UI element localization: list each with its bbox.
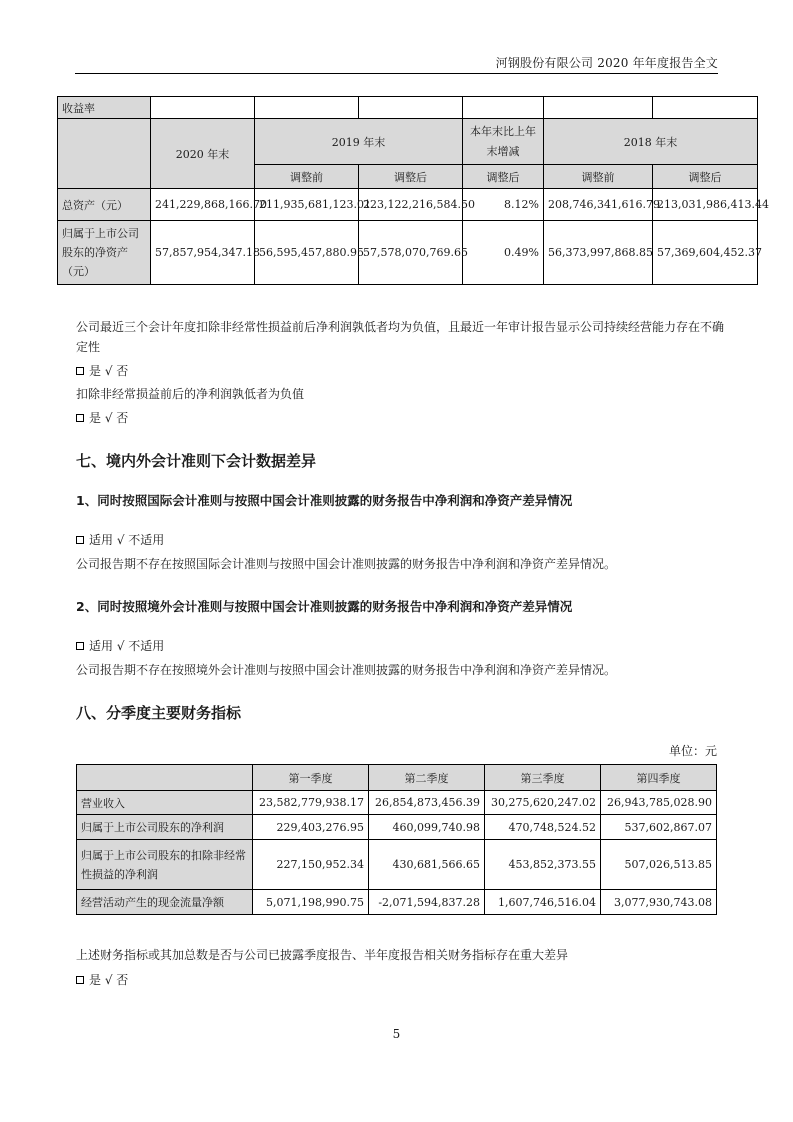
section-7-sub1-text: 公司报告期不存在按照国际会计准则与按照中国会计准则披露的财务报告中净利润和净资产差异情况。 xyxy=(76,557,617,571)
table-row xyxy=(58,189,758,221)
cell-value: 1,607,746,516.04 xyxy=(485,890,601,915)
cell-value: 453,852,373.55 xyxy=(485,840,601,890)
row-label: 归属于上市公司股东的净资产（元） xyxy=(58,221,151,285)
choice-line: 是 √ 否 xyxy=(76,970,128,990)
cell-value: 223,122,216,584.50 xyxy=(359,189,463,221)
row-label: 归属于上市公司股东的扣除非经常性损益的净利润 xyxy=(77,840,253,890)
row-label: 经营活动产生的现金流量净额 xyxy=(77,890,253,915)
row-label: 营业收入 xyxy=(77,791,253,815)
cell-value: 56,595,457,880.95 xyxy=(255,221,359,285)
col-header-2020: 2020 年末 xyxy=(151,119,255,189)
sub-header-after: 调整后 xyxy=(359,165,463,189)
table-row xyxy=(58,221,758,285)
col-header-2019: 2019 年末 xyxy=(255,119,463,165)
choice-line: 是 √ 否 xyxy=(76,361,128,381)
table-row xyxy=(58,97,758,119)
col-header-change: 本年末比上年末增减 xyxy=(463,119,544,165)
unit-label: 单位：元 xyxy=(668,744,717,758)
cell-value: 26,854,873,456.39 xyxy=(369,791,485,815)
quarter-header: 第四季度 xyxy=(601,765,717,791)
cell-value: 8.12% xyxy=(463,189,544,221)
cell-value: 227,150,952.34 xyxy=(253,840,369,890)
cell-value: 30,275,620,247.02 xyxy=(485,791,601,815)
page-number: 5 xyxy=(392,1027,401,1041)
sub-header-after: 调整后 xyxy=(463,165,544,189)
quarter-header: 第一季度 xyxy=(253,765,369,791)
choice-line: 适用 √ 不适用 xyxy=(76,636,164,656)
cell-value: 460,099,740.98 xyxy=(369,815,485,840)
quarter-header: 第二季度 xyxy=(369,765,485,791)
table-row xyxy=(77,840,717,890)
row-label: 归属于上市公司股东的净利润 xyxy=(77,815,253,840)
cell-value: 208,746,341,616.79 xyxy=(544,189,653,221)
checkbox-icon xyxy=(76,976,84,984)
header-rule xyxy=(75,73,718,74)
cell-value: 26,943,785,028.90 xyxy=(601,791,717,815)
section-8-title: 八、分季度主要财务指标 xyxy=(76,704,242,722)
choice-line: 是 √ 否 xyxy=(76,408,128,428)
sub-header-before: 调整前 xyxy=(544,165,653,189)
cell-value: 56,373,997,868.85 xyxy=(544,221,653,285)
quarterly-note: 上述财务指标或其加总数是否与公司已披露季度报告、半年度报告相关财务指标存在重大差异 xyxy=(76,948,569,962)
cell-value: 430,681,566.65 xyxy=(369,840,485,890)
checkbox-icon xyxy=(76,367,84,375)
sub-header-after: 调整后 xyxy=(653,165,758,189)
section-7-sub2-text: 公司报告期不存在按照境外会计准则与按照中国会计准则披露的财务报告中净利润和净资产差异情况。 xyxy=(76,663,617,677)
cell-value: 57,369,604,452.37 xyxy=(653,221,758,285)
quarter-header: 第三季度 xyxy=(485,765,601,791)
cell-value: 470,748,524.52 xyxy=(485,815,601,840)
choice-line: 适用 √ 不适用 xyxy=(76,530,164,550)
col-header-2018: 2018 年末 xyxy=(544,119,758,165)
cell-value: 0.49% xyxy=(463,221,544,285)
table-header-row xyxy=(77,765,717,791)
table-header-row xyxy=(58,119,758,165)
table-row xyxy=(77,791,717,815)
sub-header-before: 调整前 xyxy=(255,165,359,189)
page-header: 河钢股份有限公司 2020 年年度报告全文 xyxy=(495,56,718,70)
cell-value: 507,026,513.85 xyxy=(601,840,717,890)
checkbox-icon xyxy=(76,536,84,544)
cell-value: 229,403,276.95 xyxy=(253,815,369,840)
cell-value: 57,578,070,769.65 xyxy=(359,221,463,285)
cell-value: -2,071,594,837.28 xyxy=(369,890,485,915)
section-7-sub1-title: 1、同时按照国际会计准则与按照中国会计准则披露的财务报告中净利润和净资产差异情况 xyxy=(76,493,573,508)
section-7-sub2-title: 2、同时按照境外会计准则与按照中国会计准则披露的财务报告中净利润和净资产差异情况 xyxy=(76,599,573,614)
cell-value: 3,077,930,743.08 xyxy=(601,890,717,915)
checkbox-icon xyxy=(76,414,84,422)
cell-value: 23,582,779,938.17 xyxy=(253,791,369,815)
partial-row-label: 收益率 xyxy=(58,97,151,119)
table-row xyxy=(77,815,717,840)
cell-value: 213,031,986,413.44 xyxy=(653,189,758,221)
cell-value: 211,935,681,123.01 xyxy=(255,189,359,221)
balance-summary-table xyxy=(57,96,769,285)
going-concern-paragraph: 公司最近三个会计年度扣除非经常性损益前后净利润孰低者均为负值，且最近一年审计报告显示公司持续经营能力存在不确定性 xyxy=(76,320,725,354)
quarterly-indicators-table xyxy=(76,764,717,915)
cell-value: 5,071,198,990.75 xyxy=(253,890,369,915)
row-label: 总资产（元） xyxy=(58,189,151,221)
section-7-title: 七、境内外会计准则下会计数据差异 xyxy=(76,452,317,470)
cell-value: 241,229,868,166.70 xyxy=(151,189,255,221)
checkbox-icon xyxy=(76,642,84,650)
cell-value: 57,857,954,347.18 xyxy=(151,221,255,285)
negative-profit-paragraph: 扣除非经常损益前后的净利润孰低者为负值 xyxy=(76,387,305,401)
cell-value: 537,602,867.07 xyxy=(601,815,717,840)
table-row xyxy=(77,890,717,915)
